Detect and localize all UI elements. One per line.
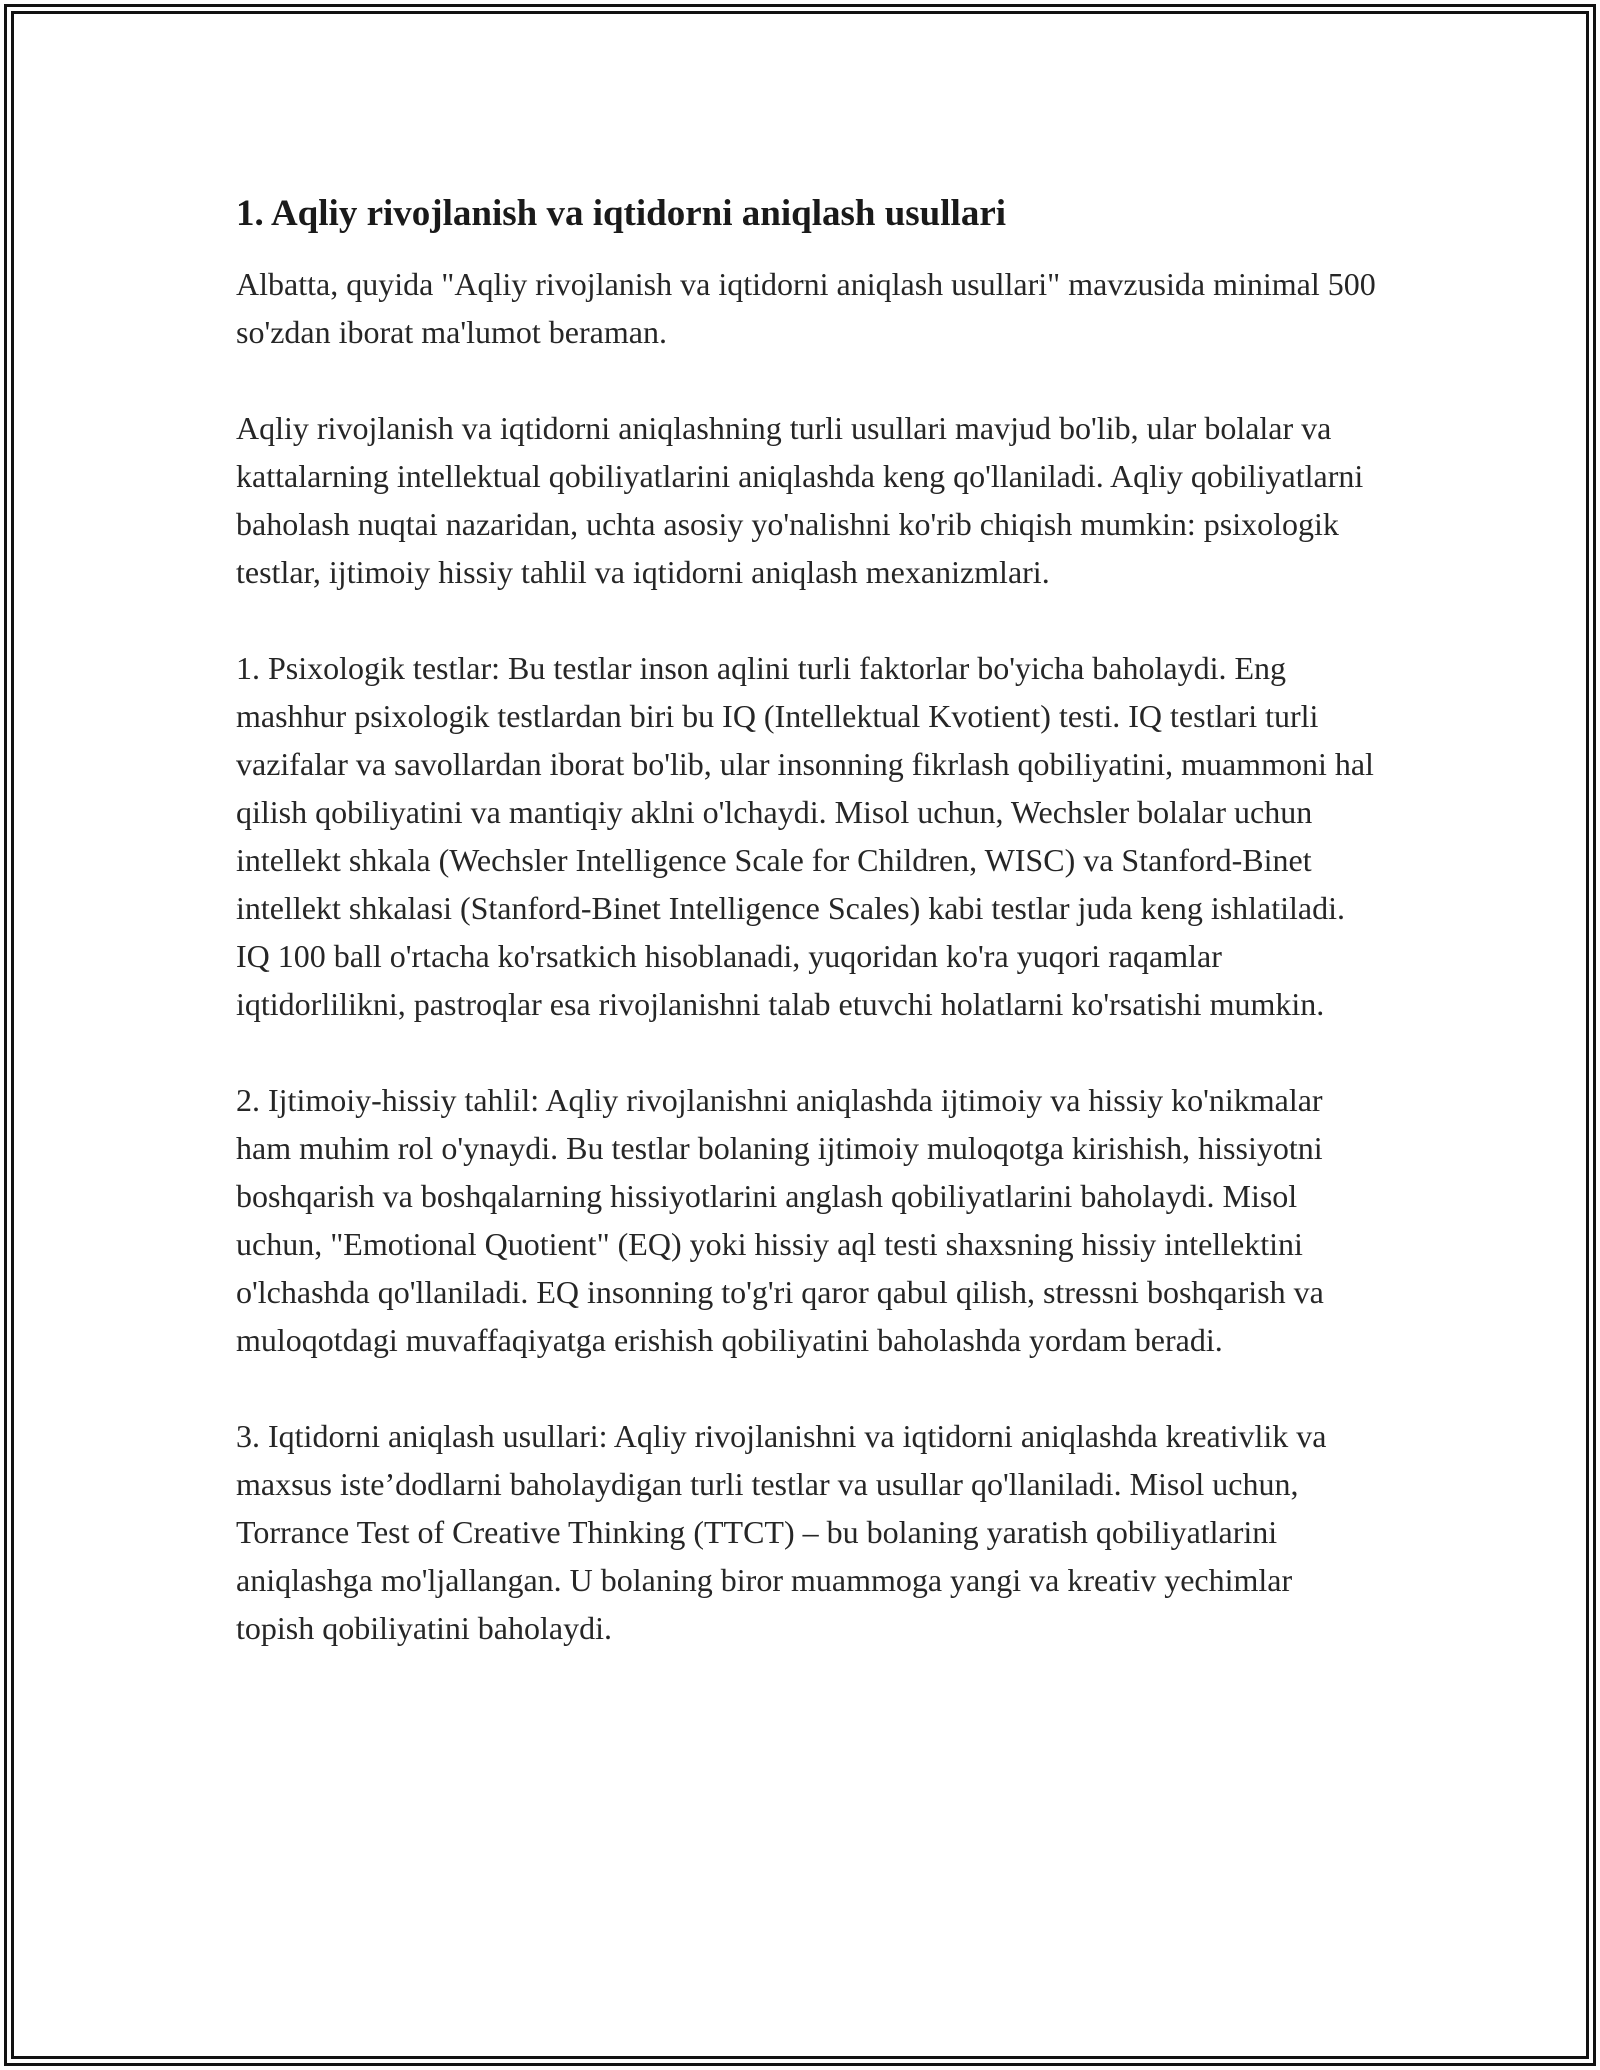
psychological-tests-paragraph: 1. Psixologik testlar: Bu testlar inson aqlini turli faktorlar bo'yicha baholaydi. Eng mashhur psixologik testlardan biri bu IQ (Intellektual Kvotient) testi. IQ testlari turli vazifalar va savollardan iborat bo'lib, ular insonning fikrlash qobiliyatini, muammoni hal qilish qobiliyatini va mantiqiy aklni o'lchaydi. Misol uchun, Wechsler bolalar uchun intellekt shkala (Wechsler Intelligence Scale for Children, WISC) va Stanford-Binet intellekt shkalasi (Stanford-Binet Intelligence Scales) kabi testlar juda keng ishlatiladi. IQ 100 ball o'rtacha ko'rsatkich hisoblanadi, yuqoridan ko'ra yuqori raqamlar iqtidorlilikni, pastroqlar esa rivojlanishni talab etuvchi holatlarni ko'rsatishi mumkin. — [236, 650, 1374, 1022]
overview-paragraph: Aqliy rivojlanish va iqtidorni aniqlashning turli usullari mavjud bo'lib, ular bolalar va kattalarning intellektual qobiliyatlarini aniqlashda keng qo'llaniladi. Aqliy qobiliyatlarni baholash nuqtai nazaridan, uchta asosiy yo'nalishni ko'rib chiqish mumkin: psixologik testlar, ijtimoiy hissiy tahlil va iqtidorni aniqlash mexanizmlari. — [236, 410, 1364, 590]
document-heading: 1. Aqliy rivojlanish va iqtidorni aniqlash usullari — [236, 193, 1007, 234]
intro-paragraph: Albatta, quyida "Aqliy rivojlanish va iqtidorni aniqlash usullari" mavzusida minimal 500 so'zdan iborat ma'lumot beraman. — [236, 266, 1376, 350]
giftedness-methods-paragraph: 3. Iqtidorni aniqlash usullari: Aqliy rivojlanishni va iqtidorni aniqlashda kreativlik va maxsus iste’dodlarni baholaydigan turli testlar va usullar qo'llaniladi. Misol uchun, Torrance Test of Creative Thinking (TTCT) – bu bolaning yaratish qobiliyatlarini aniqlashga mo'ljallangan. U bolaning biror muammoga yangi va kreativ yechimlar topish qobiliyatini baholaydi. — [236, 1418, 1327, 1646]
document-body — [236, 190, 1376, 1700]
social-emotional-paragraph: 2. Ijtimoiy-hissiy tahlil: Aqliy rivojlanishni aniqlashda ijtimoiy va hissiy ko'nikmalar ham muhim rol o'ynaydi. Bu testlar bolaning ijtimoiy muloqotga kirishish, hissiyotni boshqarish va boshqalarning hissiyotlarini anglash qobiliyatlarini baholaydi. Misol uchun, "Emotional Quotient" (EQ) yoki hissiy aql testi shaxsning hissiy intellektini o'lchashda qo'llaniladi. EQ insonning to'g'ri qaror qabul qilish, stressni boshqarish va muloqotdagi muvaffaqiyatga erishish qobiliyatini baholashda yordam beradi. — [236, 1082, 1324, 1358]
